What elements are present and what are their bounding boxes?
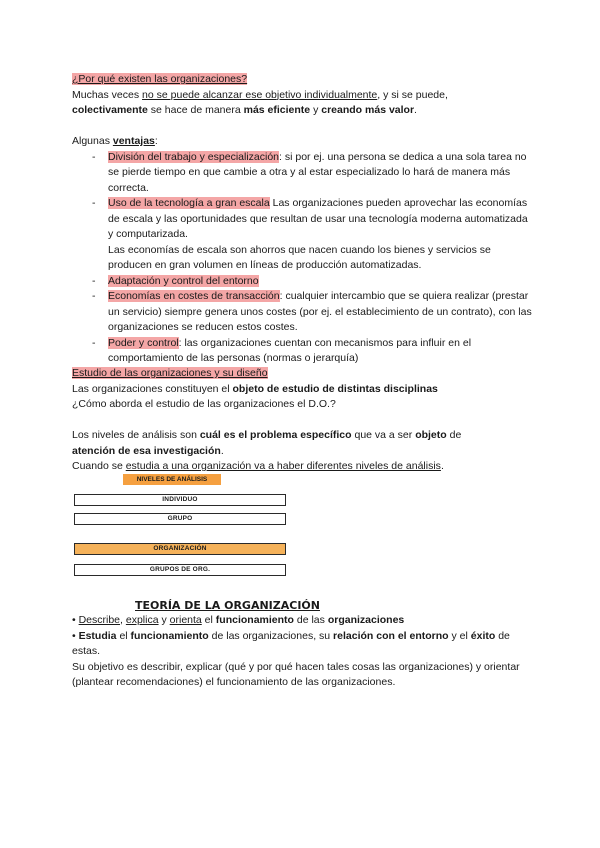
section-theory xyxy=(72,613,532,691)
section-why-organizations xyxy=(72,72,532,367)
section1-paragraph: Muchas veces no se puede alcanzar ese objetivo individualmente, y si se puede, colectivamente se hace de manera más eficiente y creando más valor. xyxy=(72,88,448,116)
advantages-list xyxy=(72,150,532,367)
list-item: - Adaptación y control del entorno xyxy=(72,274,532,290)
list-item: - Poder y control: las organizaciones cuentan con mecanismos para influir en el comportamiento de las personas (normas o jerarquía) xyxy=(72,336,532,367)
list-item: - Uso de la tecnología a gran escala Las organizaciones pueden aprovechar las economías de escala y las oportunidades que resultan de usar una tecnología moderna automatizada y computarizada. Las economías de escala son ahorros que nacen cuando los bienes y servicios se producen en gran volumen en líneas de producción automatizadas. xyxy=(72,196,532,274)
list-item: - División del trabajo y especialización: si por ej. una persona se dedica a una sola tarea no se pierde tiempo en que cambie a otra y al estar especializado lo hará de manera más correcta. xyxy=(72,150,532,197)
theory-bullet-1: • Describe, explica y orienta el funcionamiento de las organizaciones xyxy=(72,614,405,626)
theory-paragraph: Su objetivo es describir, explicar (qué y por qué hacen tales cosas las organizaciones) y orientar (plantear recomendaciones) el funcionamiento de las organizaciones. xyxy=(72,660,520,688)
advantages-heading: Algunas ventajas: xyxy=(72,135,158,147)
level-individuo: INDIVIDUO xyxy=(74,494,286,506)
section2-title: Estudio de las organizaciones y su diseño xyxy=(72,367,268,379)
level-organizacion: ORGANIZACIÓN xyxy=(74,543,286,555)
section1-title: ¿Por qué existen las organizaciones? xyxy=(72,73,248,85)
list-item: - Economías en costes de transacción: cualquier intercambio que se quiera realizar (prestar un servicio) siempre genera unos costes (por ej. el establecimiento de un contrato), con las organizaciones se reducen estos costes. xyxy=(72,289,532,336)
levels-diagram-title: NIVELES DE ANÁLISIS xyxy=(123,474,221,485)
level-grupos-de-org: GRUPOS DE ORG. xyxy=(74,564,286,576)
section-study-organizations: Estudio de las organizaciones y su diseño Las organizaciones constituyen el objeto de estudio de distintas disciplinas ¿Cómo aborda el estudio de las organizaciones el D.O.? Los niveles de análisis son cuál es el problema específico que va a ser objeto de atención de esa investigación. Cuando se estudia a una organización va a haber diferentes niveles de análisis. xyxy=(72,367,462,472)
theory-bullet-2: • Estudia el funcionamiento de las organizaciones, su relación con el entorno y el éxito de estas. xyxy=(72,629,510,657)
level-grupo: GRUPO xyxy=(74,513,286,525)
theory-heading: TEORÍA DE LA ORGANIZACIÓN xyxy=(135,599,320,612)
